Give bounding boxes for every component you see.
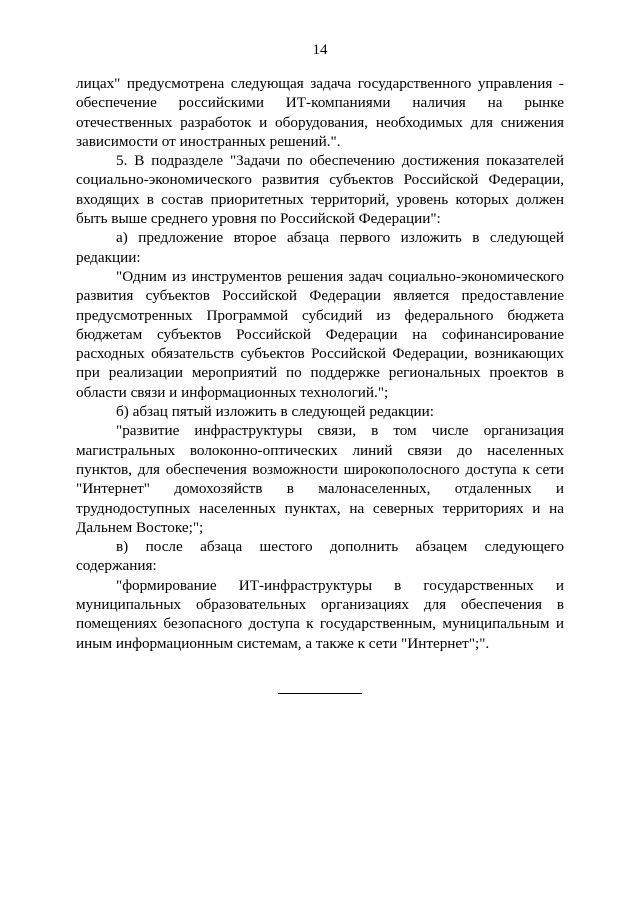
document-body — [76, 74, 564, 653]
paragraph-quote-v: "формирование ИТ-инфраструктуры в государственных и муниципальных образовательных организациях для обеспечения в помещениях безопасного доступа к государственным, муниципальным и иным информационным системам, а также к сети "Интернет";". — [76, 576, 564, 652]
paragraph-continuation: лицах" предусмотрена следующая задача государственного управления - обеспечение российскими ИТ-компаниями наличия на рынке отечественных разработок и оборудования, необходимых для снижения зависимости от иностранных решений.". — [76, 75, 564, 150]
paragraph-quote-a: "Одним из инструментов решения задач социально-экономического развития субъектов Российской Федерации является предоставление предусмотренных Программой субсидий из федерального бюджета бюджетам субъектов Российской Федерации на софинансирование расходных обязательств субъектов Российской Федерации, возникающих при реализации мероприятий по поддержке региональных проектов в области связи и информационных технологий."; — [76, 267, 564, 401]
paragraph-subitem-b: б) абзац пятый изложить в следующей редакции: — [116, 403, 434, 421]
paragraph-quote-b: "развитие инфраструктуры связи, в том числе организация магистральных волоконно-оптических линий связи до населенных пунктов, для обеспечения возможности широкополосного доступа к сети "Интернет" домохозяйств в малонаселенных, отдаленных и труднодоступных населенных пунктах, на северных территориях и на Дальнем Востоке;"; — [76, 422, 564, 536]
end-separator-line — [278, 693, 362, 694]
paragraph-item-5: 5. В подразделе "Задачи по обеспечению достижения показателей социально-экономического развития субъектов Российской Федерации, входящих в состав приоритетных территорий, уровень которых должен быть выше среднего уровня по Российской Федерации": — [76, 152, 564, 228]
paragraph-subitem-a: а) предложение второе абзаца первого изложить в следующей редакции: — [76, 229, 564, 266]
page-number: 14 — [312, 42, 328, 58]
paragraph-subitem-v: в) после абзаца шестого дополнить абзацем следующего содержания: — [76, 538, 564, 575]
